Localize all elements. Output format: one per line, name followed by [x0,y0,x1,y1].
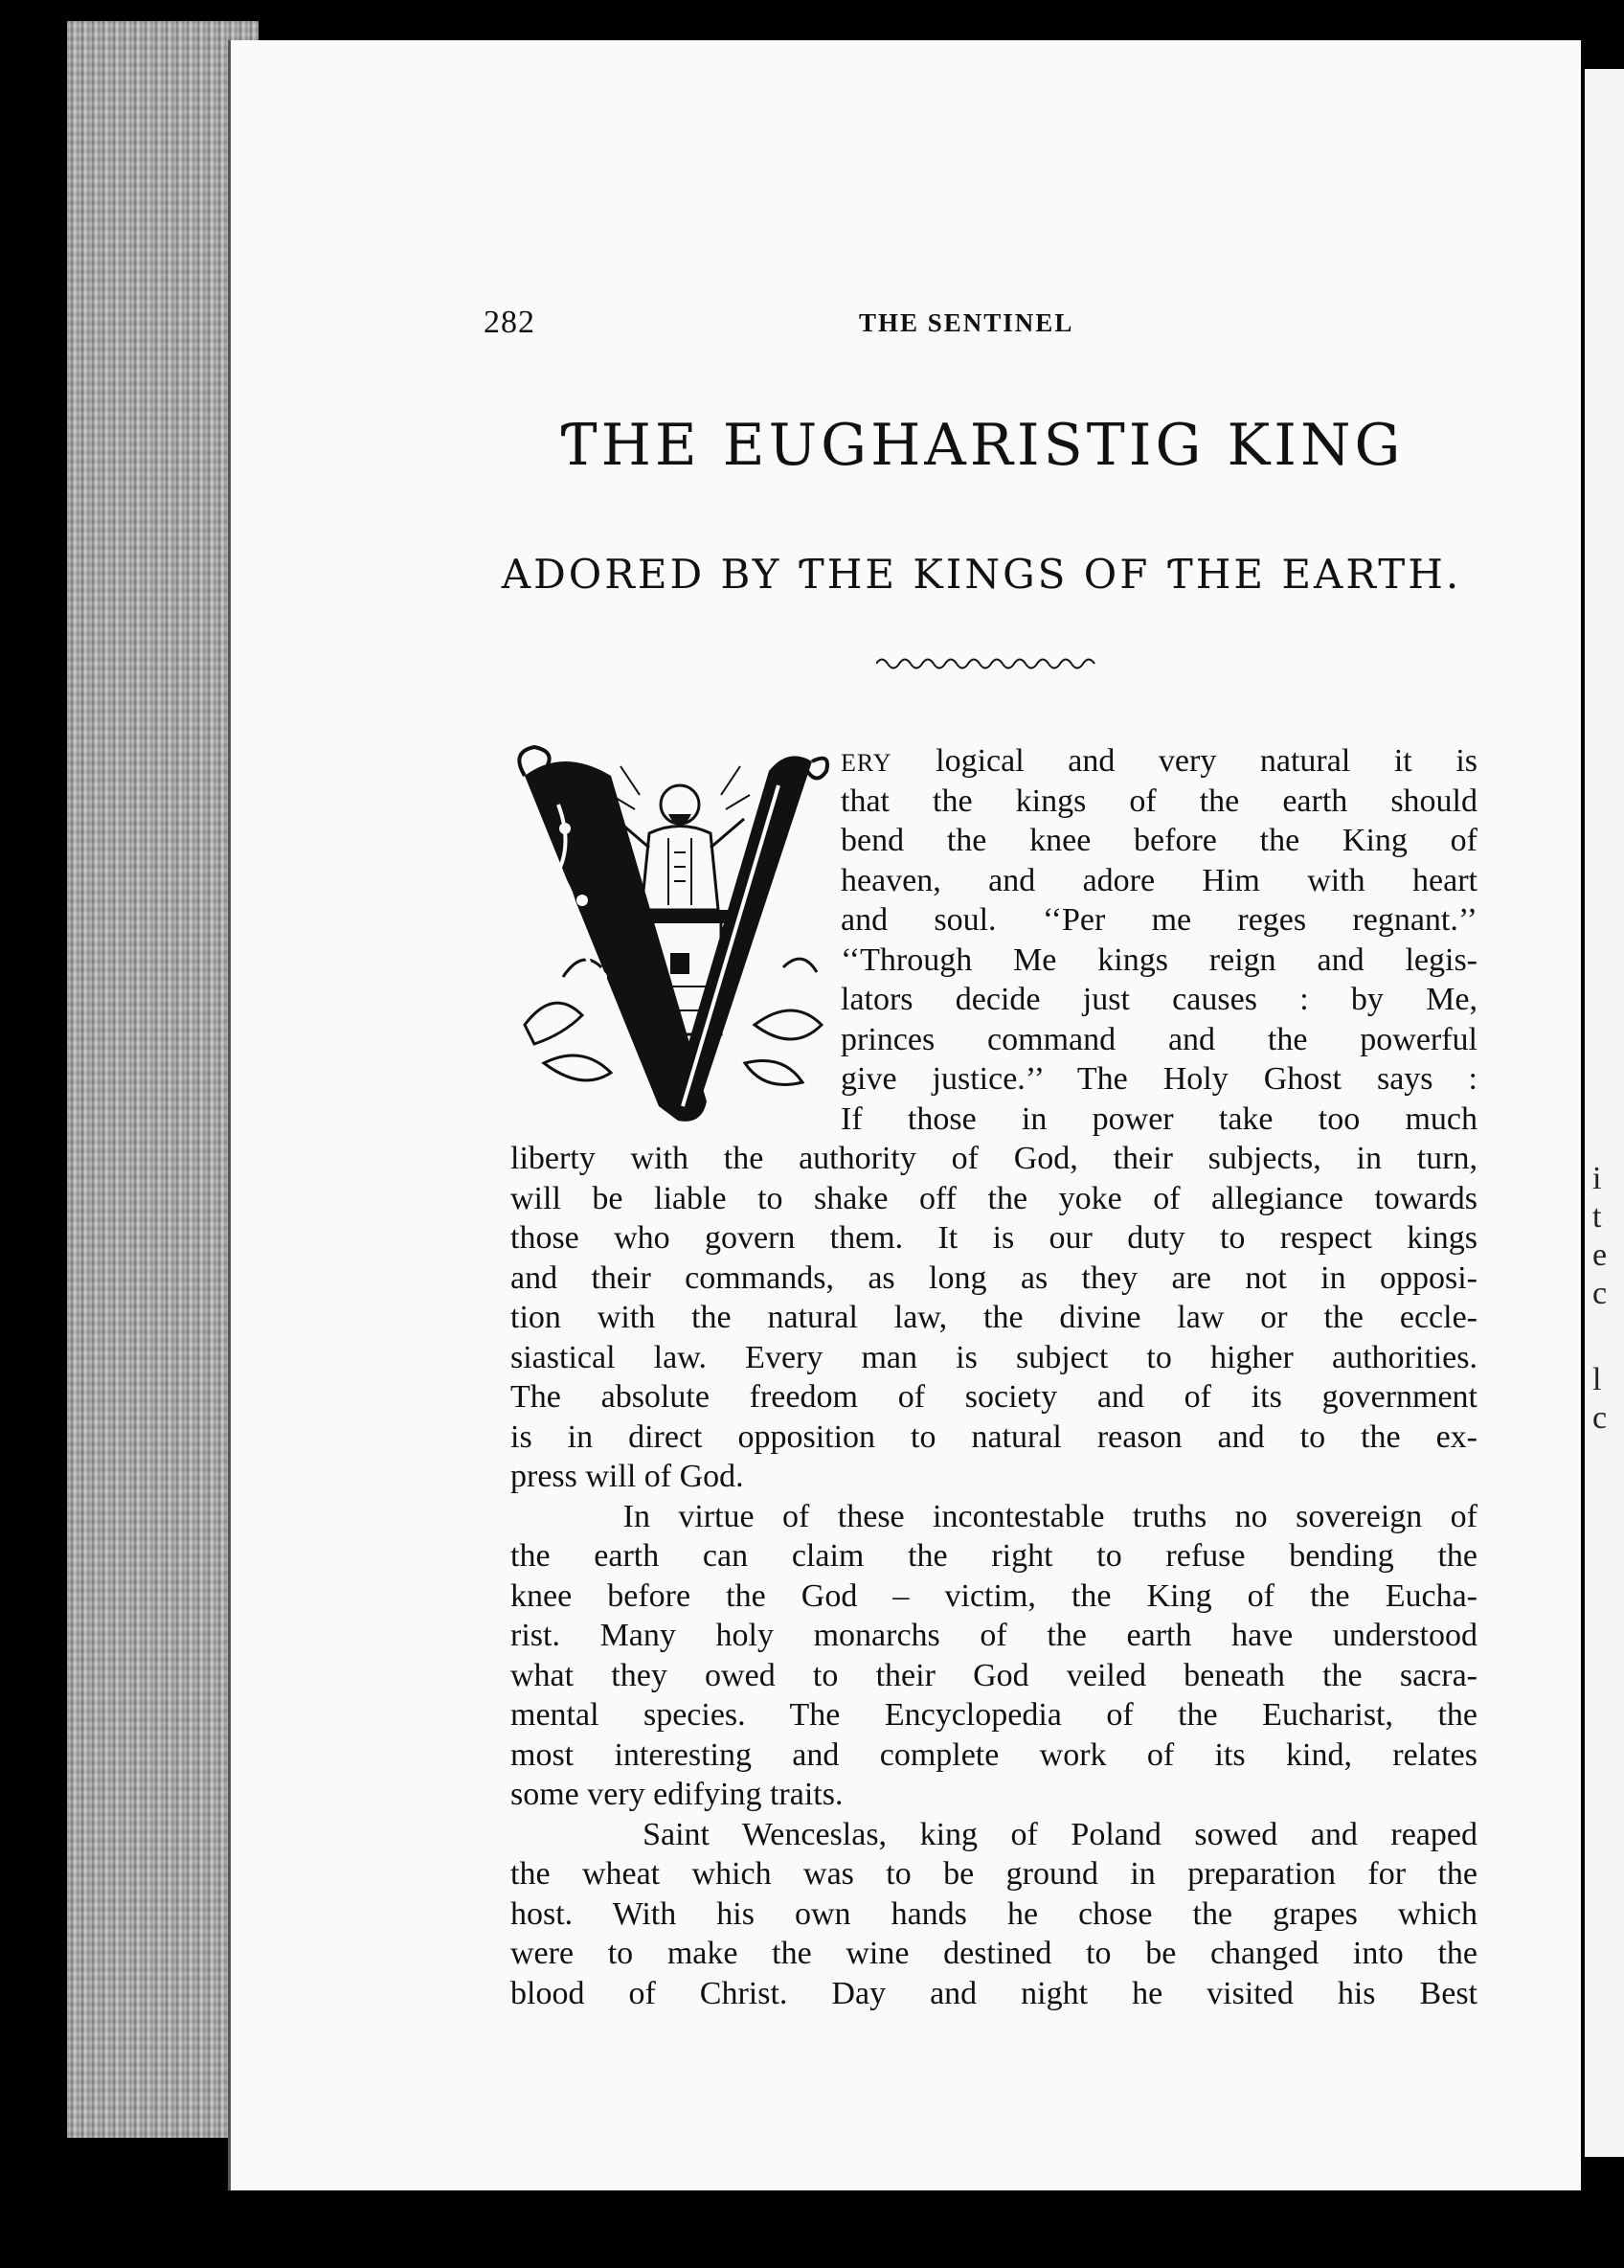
text-line: is in direct opposition to natural reason and to the ex- [510,1418,1477,1455]
illuminated-initial-v [506,737,831,1130]
paragraph-opening [841,741,1477,1139]
text-line: rist. Many holy monarchs of the earth have understood [510,1618,1477,1653]
text-line: siastical law. Every man is subject to higher authorities. [510,1339,1477,1375]
page-header [484,305,1489,352]
text-line: and soul. ‘‘Per me reges regnant.’’ [841,902,1477,938]
text-line: mental species. The Encyclopedia of the Eucharist, the [510,1697,1477,1733]
next-page-fragment: c [1592,1400,1608,1436]
text-line: most interesting and complete work of its kind, relates [510,1736,1477,1773]
next-page-edge [1585,69,1624,2157]
text-line: ‘‘Through Me kings reign and legis- [841,941,1477,978]
text-line: the earth can claim the right to refuse bending the [510,1538,1477,1574]
text-line: lators decide just causes : by Me, [841,982,1477,1017]
text-line: The absolute freedom of society and of its government [510,1379,1477,1415]
text-line: blood of Christ. Day and night he visited his Best [510,1975,1477,2011]
article-title: ƬHE EUGHARISTIG KING [558,412,1405,479]
smallcaps-lead: ERY [841,749,892,777]
text-line: press will of God. [510,1459,744,1494]
text-line: host. With his own hands he chose the grapes which [510,1895,1477,1932]
text-line: and their commands, as long as they are not in opposi- [510,1259,1477,1296]
running-head: THE SENTINEL [859,308,1074,337]
wavy-rule-ornament [876,653,1101,674]
next-page-fragment: e [1592,1237,1608,1273]
text-line: Saint Wenceslas, king of Poland sowed and reaped [510,1816,1477,1852]
text-line: bend the knee before the King of [841,823,1477,858]
text-line [841,741,1477,782]
text-line: princes command and the powerful [841,1021,1477,1057]
next-page-fragment: i [1592,1161,1602,1196]
text-line: what they owed to their God veiled beneath the sacra- [510,1657,1477,1693]
next-page-fragment: c [1592,1276,1608,1311]
text-line: some very edifying traits. [510,1777,844,1812]
text-line: tion with the natural law, the divine law or the eccle- [510,1300,1477,1335]
text-line: liberty with the authority of God, their subjects, in turn, [510,1141,1477,1176]
text-line: were to make the wine destined to be changed into the [510,1936,1477,1971]
text-line: the wheat which was to be ground in preparation for the [510,1856,1477,1892]
next-page-fragment: l [1592,1362,1602,1397]
text-line: heaven, and adore Him with heart [841,862,1477,898]
text-line: will be liable to shake off the yoke of allegiance towards [510,1180,1477,1216]
text-line: If those in power take too much [841,1100,1477,1137]
text-line-rest: logical and very natural it is [891,743,1477,779]
text-line: give justice.’’ The Holy Ghost says : [841,1061,1477,1097]
text-line: those who govern them. It is our duty to respect kings [510,1220,1477,1256]
body-text [510,1139,1477,2013]
text-line: In virtue of these incontestable truths no sovereign of [510,1498,1477,1534]
next-page-fragment: t [1592,1199,1602,1235]
text-line: knee before the God – victim, the King of the Eucha- [510,1577,1477,1614]
page-number: 282 [484,305,535,340]
text-line: that the kings of the earth should [841,782,1477,819]
article-subtitle: ADORED BY ƬHE KINGS OF ƬHE EARTH. [501,551,1462,598]
